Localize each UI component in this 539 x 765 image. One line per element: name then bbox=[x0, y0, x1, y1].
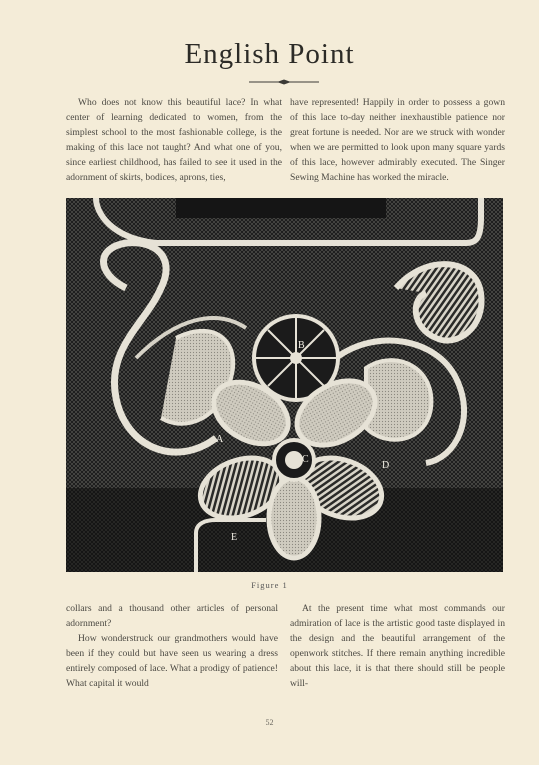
paragraph: have represented! Happily in order to possess a gown of this lace to-day neither inexhaustible patience nor great fortune is needed. Nor are we struck with wonder when we are permitted to look upon many square yards of this lace, however admirably executed. The Singer Sewing Machine has worked the miracle. bbox=[290, 97, 505, 183]
title-ornament bbox=[249, 78, 319, 86]
paragraph: collars and a thousand other articles of personal adornment? bbox=[66, 603, 278, 629]
figure-label-a: A bbox=[216, 434, 224, 445]
page-title: English Point bbox=[184, 38, 355, 70]
lace-illustration bbox=[66, 198, 503, 572]
figure-caption: Figure 1 bbox=[251, 580, 288, 590]
text-column-bottom-left bbox=[66, 601, 278, 691]
text-column-top-left bbox=[66, 95, 282, 185]
lace-figure bbox=[66, 198, 503, 572]
figure-label-b: B bbox=[298, 340, 305, 351]
figure-label-e: E bbox=[231, 532, 238, 543]
figure-label-d: D bbox=[382, 460, 390, 471]
paragraph: How wonderstruck our grandmothers would have been if they could but have seen us wearing a dress entirely composed of lace. What a prodigy of patience! What capital it would bbox=[66, 633, 278, 689]
text-column-top-right bbox=[290, 95, 505, 185]
paragraph: At the present time what most commands our admiration of lace is the artistic good taste displayed in the design and the beautiful arrangement of the openwork stitches. If there remain anything incredible about this lace, it is that there should still be people will- bbox=[290, 603, 505, 689]
page-number: 52 bbox=[265, 718, 274, 727]
figure-label-c: C bbox=[302, 454, 309, 465]
text-column-bottom-right bbox=[290, 601, 505, 691]
paragraph: Who does not know this beautiful lace? In what center of learning dedicated to women, from the simplest school to the most fashionable college, is the making of this lace not taught? And what one of you, since earliest childhood, has failed to see it used in the adornment of skirts, bodices, aprons, ties, bbox=[66, 97, 282, 183]
